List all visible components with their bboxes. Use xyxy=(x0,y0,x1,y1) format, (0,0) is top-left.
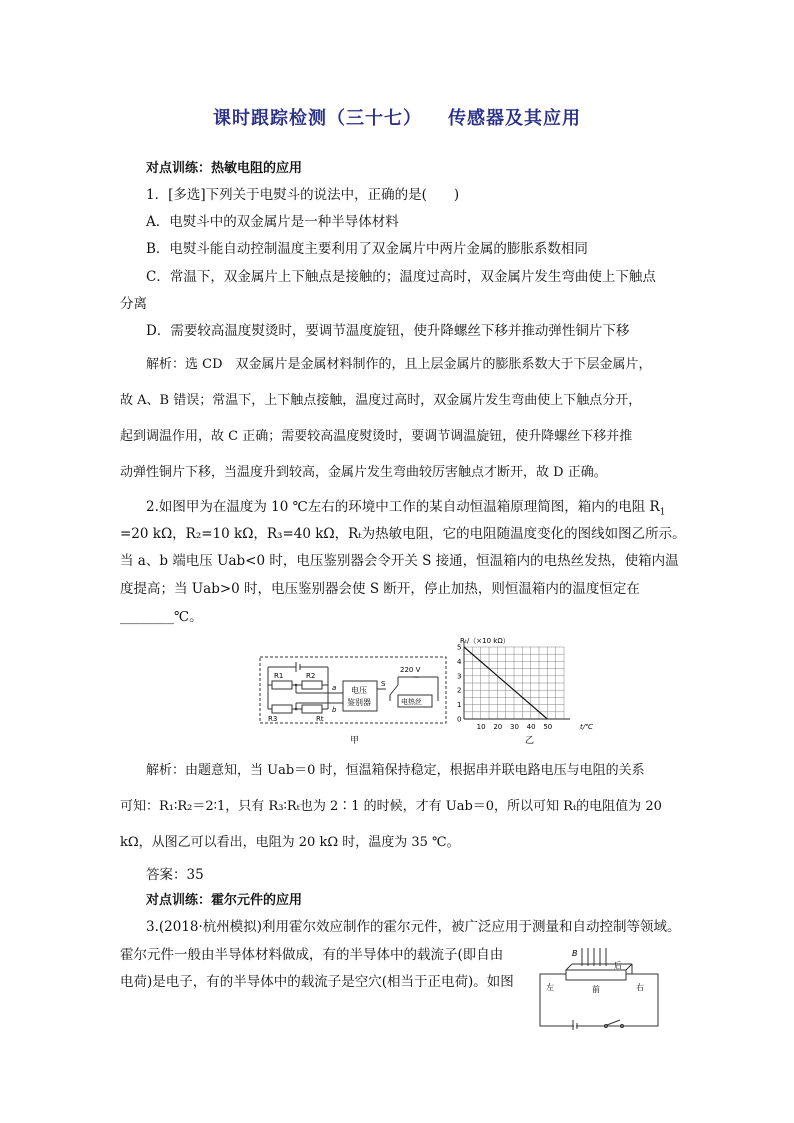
x-tick-label: 20 xyxy=(493,723,503,731)
b-field-label: B xyxy=(572,949,578,958)
q3-line-3: 电荷)是电子，有的半导体中的载流子是空穴(相当于正电荷)。如图 xyxy=(120,974,514,990)
page-title: 课时跟踪检测（三十七） 传感器及其应用 xyxy=(213,108,581,129)
q1-stem: 1．[多选]下列关于电熨斗的说法中，正确的是( ) xyxy=(146,187,460,203)
caption-jia: 甲 xyxy=(350,736,360,745)
label-r3: R3 xyxy=(268,715,278,723)
q1-option-a: A．电熨斗中的双金属片是一种半导体材料 xyxy=(146,214,399,230)
voltage-label: 220 V xyxy=(400,666,421,674)
q2-line-5: ________℃。 xyxy=(120,609,203,625)
q3-line-2: 霍尔元件一般由半导体材料做成，有的半导体中的载流子(即自由 xyxy=(120,947,504,963)
q2-analysis-2: 可知：R₁∶R₂＝2∶1，只有 R₃∶Rₜ也为 2∶1 的时候，才有 Uab＝0，所以可知 Rₜ的电阻值为 20 xyxy=(120,799,662,814)
svg-text:左: 左 xyxy=(546,983,554,992)
svg-text:电热丝: 电热丝 xyxy=(401,698,422,706)
y-tick-label: 3 xyxy=(457,672,462,681)
node-b: b xyxy=(332,706,337,714)
chart-grid xyxy=(464,647,564,719)
resistor-r3 xyxy=(272,705,292,713)
y-tick-label: 0 xyxy=(457,715,462,724)
q2-answer: 答案：35 xyxy=(146,867,204,883)
chart-x-label: t/℃ xyxy=(580,723,593,731)
x-tick-label: 30 xyxy=(510,723,519,731)
q2-analysis-1: 解析：由题意知，当 Uab＝0 时，恒温箱保持稳定，根据串并联电路电压与电阻的关系 xyxy=(146,763,645,778)
svg-text:电压: 电压 xyxy=(351,686,367,695)
q1-option-d: D．需要较高温度熨烫时，要调节温度旋钮，使升降螺丝下移并推动弹性铜片下移 xyxy=(146,323,630,339)
y-tick-label: 2 xyxy=(457,686,462,695)
q1-analysis-3: 起到调温作用，故 C 正确；需要较高温度熨烫时，要调节调温旋钮，使升降螺丝下移并推 xyxy=(120,429,633,444)
q2-line-3: 当 a、b 端电压 Uab<0 时，电压鉴别器会令开关 S 接通，恒温箱内的电热丝发热，使箱内温 xyxy=(120,553,679,569)
svg-text:前: 前 xyxy=(592,985,600,994)
resistor-rt xyxy=(302,705,322,713)
rt-temperature-chart xyxy=(450,635,600,747)
section-heading-hall: 对点训练：霍尔元件的应用 xyxy=(146,893,303,908)
hall-plate xyxy=(566,970,626,980)
y-tick-label: 1 xyxy=(457,701,462,710)
q2-analysis-3: kΩ，从图乙可以看出，电阻为 20 kΩ 时，温度为 35 ℃。 xyxy=(120,835,460,850)
svg-text:后: 后 xyxy=(614,961,622,970)
label-r2: R2 xyxy=(306,672,316,680)
q1-analysis-2: 故 A、B 错误；常温下，上下触点接触，温度过高时，双金属片发生弯曲使上下触点分开， xyxy=(120,393,642,408)
y-tick-label: 4 xyxy=(457,657,462,666)
section-heading-thermistor: 对点训练：热敏电阻的应用 xyxy=(146,161,303,176)
q1-option-c-cont: 分离 xyxy=(120,296,147,312)
label-r1: R1 xyxy=(274,672,284,680)
x-tick-label: 40 xyxy=(526,723,536,731)
q2-line-2: =20 kΩ，R₂=10 kΩ，R₃=40 kΩ，Rₜ为热敏电阻，它的电阻随温度变化的图线如图乙所示。 xyxy=(120,526,686,542)
svg-text:右: 右 xyxy=(636,983,644,992)
q1-analysis-4: 动弹性铜片下移，当温度升到较高，金属片发生弯曲较厉害触点才断开，故 D 正确。 xyxy=(120,465,607,480)
x-tick-label: 50 xyxy=(543,723,553,731)
hall-element-diagram xyxy=(536,944,662,1030)
q1-option-c: C．常温下，双金属片上下触点是接触的；温度过高时，双金属片发生弯曲使上下触点 xyxy=(146,269,656,285)
caption-yi: 乙 xyxy=(525,736,535,746)
chart-y-label: Rₜ/（×10 kΩ） xyxy=(460,637,510,645)
svg-text:~: ~ xyxy=(412,673,420,683)
resistor-r1 xyxy=(272,681,292,689)
label-rt: Rt xyxy=(316,715,324,723)
svg-text:鉴别器: 鉴别器 xyxy=(347,698,371,707)
q1-option-b: B．电熨斗能自动控制温度主要利用了双金属片中两片金属的膨胀系数相同 xyxy=(146,241,588,257)
q3-line-1: 3.(2018·杭州模拟)利用霍尔效应制作的霍尔元件，被广泛应用于测量和自动控制等领域。 xyxy=(146,919,681,935)
circuit-diagram-jia xyxy=(258,655,448,745)
node-a: a xyxy=(332,684,337,692)
x-tick-label: 10 xyxy=(476,723,486,731)
resistor-r2 xyxy=(302,681,322,689)
q2-line-1: 2.如图甲为在温度为 10 ℃左右的环境中工作的某自动恒温箱原理简图，箱内的电阻 $R_1$ xyxy=(146,499,666,518)
q1-analysis-1: 解析：选 CD 双金属片是金属材料制作的，且上层金属片的膨胀系数大于下层金属片， xyxy=(146,357,652,372)
y-tick-label: 5 xyxy=(457,643,462,652)
chart-axes xyxy=(457,641,570,731)
q2-line-4: 度提高；当 Uab>0 时，电压鉴别器会使 S 断开，停止加热，则恒温箱内的温度恒定在 xyxy=(120,581,640,597)
switch-label: S xyxy=(381,680,386,688)
